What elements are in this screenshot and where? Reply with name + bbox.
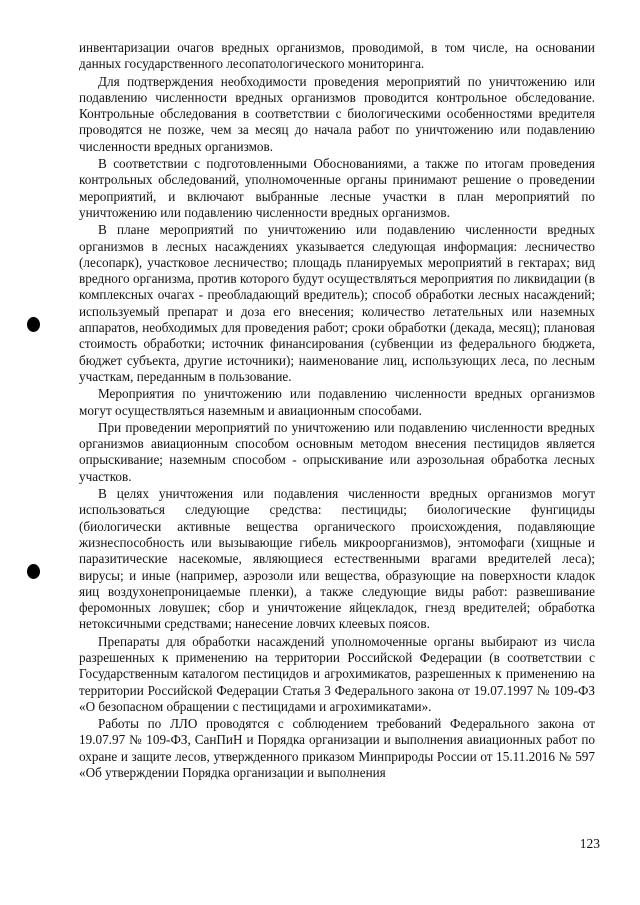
paragraph-4: В плане мероприятий по уничтожению или подавлению численности вредных организмов в лесных насаждениях указывается следующая информация: лесничество (лесопарк), участковое лесничество; площадь планируемых мероприятий в гектарах; вид вредного организма, против которого будут осуществляться мероприятия по ликвидации (в комплексных очагах - преобладающий вредитель); способ обработки лесных насаждений; используемый препарат и доза его внесения; количество летательных или наземных аппаратов, необходимых для проведения работ; сроки обработки (декада, месяц); плановая стоимость обработки; источник финансирования (субвенции из федерального бюджета, бюджет субъекта, другие источники); наименование лиц, использующих леса, по лесным участкам, переданным в пользование. (79, 222, 595, 384)
paragraph-8: Препараты для обработки насаждений уполномоченные органы выбирают из числа разрешенных к применению на территории Российской Федерации (в соответствии с Государственным каталогом пестицидов и агрохимикатов, разрешенных к применению на территории Российской Федерации Статья 3 Федерального закона от 19.07.1997 № 109-ФЗ «О безопасном обращении с пестицидами и агрохимикатами». (79, 633, 595, 714)
paragraph-5: Мероприятия по уничтожению или подавлению численности вредных организмов могут осуществляться наземным и авиационным способами. (79, 386, 595, 418)
paragraph-9: Работы по ЛЛО проводятся с соблюдением требований Федерального закона от 19.07.97 № 109-ФЗ, СанПиН и Порядка организации и выполнения авиационных работ по охране и защите лесов, утвержденного приказом Минприроды России от 15.11.2016 № 597 «Об утверждении Порядка организации и выполнения (79, 716, 595, 781)
page-number: 123 (579, 836, 600, 851)
binder-hole-bottom (27, 564, 40, 579)
paragraph-3: В соответствии с подготовленными Обоснованиями, а также по итогам проведения контрольных обследований, уполномоченные органы принимают решение о проведении мероприятий, и включают выбранные лесные участки в план мероприятий по уничтожению или подавлению численности вредных организмов. (79, 156, 595, 220)
binder-hole-top (27, 317, 40, 332)
paragraph-7: В целях уничтожения или подавления численности вредных организмов могут использоваться следующие средства: пестициды; биологические фунгициды (биологически активные вещества органического происхождения, подавляющие жизнеспособность или вызывающие гибель микроорганизмов), энтомофаги (хищные и паразитические насекомые, являющиеся естественными врагами вредителей леса); вирусы; и иные (например, аэрозоли или вещества, образующие на поверхности кладок яиц воздухонепроницаемые пленки), а также следующие виды работ: развешивание феромонных ловушек; сбор и уничтожение яйцекладок, гнезд вредителей; обработка нетоксичными средствами; нанесение ловчих клеевых поясов. (79, 486, 595, 632)
paragraph-6: При проведении мероприятий по уничтожению или подавлению численности вредных организмов авиационным способом основным методом внесения пестицидов является опрыскивание; наземным способом - опрыскивание или аэрозольная обработка лесных участков. (79, 419, 595, 484)
paragraph-1: инвентаризации очагов вредных организмов, проводимой, в том числе, на основании данных государственного лесопатологического мониторинга. (79, 40, 595, 72)
paragraph-2: Для подтверждения необходимости проведения мероприятий по уничтожению или подавлению численности вредных организмов проводится контрольное обследование. Контрольные обследования в соответствии с биологическими особенностями вредителя проводятся не позже, чем за месяц до начала работ по уничтожению или подавлению численности вредных организмов. (79, 73, 595, 154)
document-body (79, 40, 595, 782)
